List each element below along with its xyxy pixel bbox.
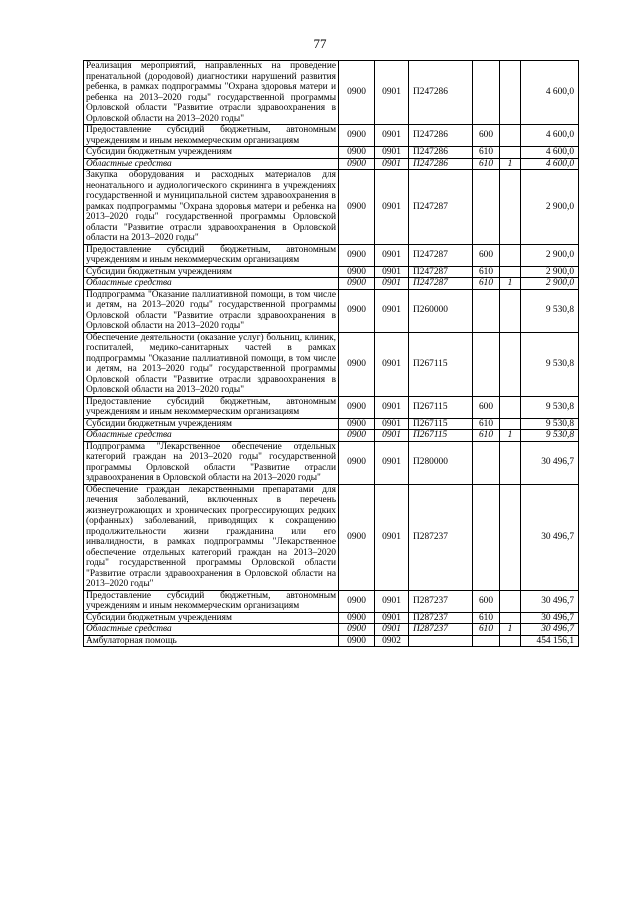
cell-target-article: П287237 [409, 624, 473, 636]
cell-source [500, 61, 521, 125]
cell-name: Областные средства [84, 278, 339, 290]
cell-subsection: 0901 [375, 441, 409, 484]
cell-source [500, 332, 521, 396]
cell-target-article: П287237 [409, 484, 473, 590]
cell-expense-type [473, 61, 500, 125]
cell-amount: 4 600,0 [521, 125, 579, 147]
cell-expense-type [473, 170, 500, 245]
cell-name: Субсидии бюджетным учреждениям [84, 418, 339, 430]
cell-subsection: 0901 [375, 61, 409, 125]
cell-target-article: П247286 [409, 147, 473, 159]
table-row [84, 278, 579, 290]
cell-name: Предоставление субсидий бюджетным, автономным учреждениям и иным некоммерческим организациям [84, 590, 339, 612]
cell-amount: 30 496,7 [521, 484, 579, 590]
cell-amount: 2 900,0 [521, 278, 579, 290]
cell-expense-type: 610 [473, 266, 500, 278]
cell-source [500, 244, 521, 266]
cell-section: 0900 [339, 441, 375, 484]
cell-amount: 30 496,7 [521, 612, 579, 624]
cell-name: Областные средства [84, 624, 339, 636]
cell-name: Областные средства [84, 430, 339, 442]
cell-section: 0900 [339, 635, 375, 647]
cell-subsection: 0901 [375, 244, 409, 266]
table-row [84, 158, 579, 170]
cell-name: Реализация мероприятий, направленных на проведение пренатальной (дородовой) диагностики нарушений развития ребенка, в рамках подпрограммы "Охрана здоровья матери и ребенка на 2013–2020 годы" государственной программы Орловской области "Развитие отрасли здравоохранения в Орловской области на 2013–2020 годы" [84, 61, 339, 125]
cell-subsection: 0901 [375, 158, 409, 170]
cell-section: 0900 [339, 612, 375, 624]
page-number: 77 [313, 36, 327, 51]
cell-name: Субсидии бюджетным учреждениям [84, 147, 339, 159]
cell-name: Субсидии бюджетным учреждениям [84, 612, 339, 624]
cell-section: 0900 [339, 158, 375, 170]
cell-subsection: 0901 [375, 278, 409, 290]
cell-amount: 9 530,8 [521, 430, 579, 442]
table-row [84, 266, 579, 278]
cell-expense-type [473, 289, 500, 332]
cell-amount: 30 496,7 [521, 590, 579, 612]
cell-subsection: 0901 [375, 147, 409, 159]
cell-amount: 4 600,0 [521, 147, 579, 159]
cell-amount: 4 600,0 [521, 61, 579, 125]
budget-table [83, 60, 579, 647]
cell-section: 0900 [339, 624, 375, 636]
cell-amount: 9 530,8 [521, 396, 579, 418]
cell-name: Амбулаторная помощь [84, 635, 339, 647]
cell-section: 0900 [339, 170, 375, 245]
cell-subsection: 0901 [375, 430, 409, 442]
cell-section: 0900 [339, 147, 375, 159]
cell-subsection: 0902 [375, 635, 409, 647]
cell-expense-type: 610 [473, 612, 500, 624]
cell-section: 0900 [339, 590, 375, 612]
cell-name: Закупка оборудования и расходных материалов для неонатального и аудиологического скрининга в учреждениях государственной и муниципальной систем здравоохранения в рамках подпрограммы "Охрана здоровья матери и ребенка на 2013–2020 годы" государственной программы Орловской области "Развитие отрасли здравоохранения в Орловской области на 2013–2020 годы" [84, 170, 339, 245]
cell-amount: 2 900,0 [521, 266, 579, 278]
cell-target-article: П280000 [409, 441, 473, 484]
cell-source [500, 147, 521, 159]
cell-expense-type [473, 332, 500, 396]
cell-name: Обеспечение деятельности (оказание услуг) больниц, клиник, госпиталей, медико-санитарных частей в рамках подпрограммы "Оказание паллиативной помощи, в том числе и детям, на 2013–2020 годы" государственной программы Орловской области "Развитие отрасли здравоохранения в Орловской области на 2013–2020 годы" [84, 332, 339, 396]
cell-expense-type: 600 [473, 125, 500, 147]
cell-target-article: П287237 [409, 590, 473, 612]
cell-target-article: П260000 [409, 289, 473, 332]
cell-section: 0900 [339, 396, 375, 418]
cell-expense-type: 610 [473, 147, 500, 159]
cell-amount: 30 496,7 [521, 441, 579, 484]
cell-source [500, 441, 521, 484]
cell-source [500, 266, 521, 278]
cell-subsection: 0901 [375, 396, 409, 418]
cell-target-article: П247286 [409, 158, 473, 170]
cell-target-article: П247287 [409, 170, 473, 245]
cell-source [500, 484, 521, 590]
table-row [84, 484, 579, 590]
cell-expense-type: 610 [473, 158, 500, 170]
cell-target-article: П247287 [409, 244, 473, 266]
cell-name: Субсидии бюджетным учреждениям [84, 266, 339, 278]
table-row [84, 61, 579, 125]
table-row [84, 624, 579, 636]
cell-section: 0900 [339, 61, 375, 125]
cell-section: 0900 [339, 244, 375, 266]
table-row [84, 418, 579, 430]
cell-expense-type: 600 [473, 244, 500, 266]
cell-source [500, 418, 521, 430]
cell-source: 1 [500, 624, 521, 636]
cell-amount: 2 900,0 [521, 170, 579, 245]
table-row [84, 590, 579, 612]
cell-subsection: 0901 [375, 590, 409, 612]
cell-subsection: 0901 [375, 484, 409, 590]
cell-subsection: 0901 [375, 624, 409, 636]
cell-amount: 9 530,8 [521, 332, 579, 396]
cell-section: 0900 [339, 418, 375, 430]
table-body [84, 61, 579, 647]
table-row [84, 430, 579, 442]
cell-source [500, 289, 521, 332]
cell-name: Подпрограмма "Лекарственное обеспечение отдельных категорий граждан на 2013–2020 годы" государственной программы Орловской области "Развитие отрасли здравоохранения в Орловской области на 2013–2020 годы" [84, 441, 339, 484]
cell-expense-type: 610 [473, 624, 500, 636]
cell-amount: 30 496,7 [521, 624, 579, 636]
cell-target-article: П267115 [409, 418, 473, 430]
cell-source: 1 [500, 278, 521, 290]
cell-subsection: 0901 [375, 289, 409, 332]
table-row [84, 125, 579, 147]
cell-source [500, 635, 521, 647]
table-row [84, 612, 579, 624]
cell-expense-type: 600 [473, 590, 500, 612]
cell-target-article: П287237 [409, 612, 473, 624]
cell-subsection: 0901 [375, 418, 409, 430]
cell-expense-type: 600 [473, 396, 500, 418]
cell-target-article: П247287 [409, 266, 473, 278]
cell-expense-type [473, 484, 500, 590]
cell-section: 0900 [339, 332, 375, 396]
cell-source: 1 [500, 158, 521, 170]
cell-source: 1 [500, 430, 521, 442]
table-row [84, 147, 579, 159]
table-row [84, 635, 579, 647]
cell-name: Предоставление субсидий бюджетным, автономным учреждениям и иным некоммерческим организациям [84, 396, 339, 418]
cell-section: 0900 [339, 125, 375, 147]
table-row [84, 170, 579, 245]
cell-source [500, 590, 521, 612]
cell-source [500, 396, 521, 418]
table-row [84, 244, 579, 266]
cell-expense-type: 610 [473, 418, 500, 430]
cell-expense-type [473, 635, 500, 647]
cell-name: Предоставление субсидий бюджетным, автономным учреждениям и иным некоммерческим организациям [84, 244, 339, 266]
table-row [84, 441, 579, 484]
cell-target-article [409, 635, 473, 647]
cell-subsection: 0901 [375, 266, 409, 278]
cell-amount: 9 530,8 [521, 418, 579, 430]
cell-section: 0900 [339, 289, 375, 332]
cell-section: 0900 [339, 278, 375, 290]
cell-amount: 9 530,8 [521, 289, 579, 332]
cell-expense-type [473, 441, 500, 484]
cell-amount: 454 156,1 [521, 635, 579, 647]
cell-target-article: П267115 [409, 332, 473, 396]
cell-name: Обеспечение граждан лекарственными препаратами для лечения заболеваний, включенных в перечень жизнеугрожающих и хронических прогрессирующих редких (орфанных) заболеваний, приводящих к сокращению продолжительности жизни гражданина или его инвалидности, в рамках подпрограммы "Лекарственное обеспечение отдельных категорий граждан на 2013–2020 годы" государственной программы Орловской области "Развитие отрасли здравоохранения в Орловской области на 2013–2020 годы" [84, 484, 339, 590]
cell-target-article: П267115 [409, 396, 473, 418]
cell-amount: 2 900,0 [521, 244, 579, 266]
cell-target-article: П247286 [409, 125, 473, 147]
cell-expense-type: 610 [473, 430, 500, 442]
cell-subsection: 0901 [375, 170, 409, 245]
cell-source [500, 170, 521, 245]
cell-expense-type: 610 [473, 278, 500, 290]
cell-amount: 4 600,0 [521, 158, 579, 170]
cell-subsection: 0901 [375, 332, 409, 396]
cell-subsection: 0901 [375, 125, 409, 147]
cell-source [500, 125, 521, 147]
cell-subsection: 0901 [375, 612, 409, 624]
cell-section: 0900 [339, 484, 375, 590]
cell-name: Предоставление субсидий бюджетным, автономным учреждениям и иным некоммерческим организациям [84, 125, 339, 147]
cell-section: 0900 [339, 430, 375, 442]
table-row [84, 396, 579, 418]
cell-section: 0900 [339, 266, 375, 278]
cell-source [500, 612, 521, 624]
cell-target-article: П267115 [409, 430, 473, 442]
table-row [84, 332, 579, 396]
table-row [84, 289, 579, 332]
cell-name: Подпрограмма "Оказание паллиативной помощи, в том числе и детям, на 2013–2020 годы" государственной программы Орловской области "Развитие отрасли здравоохранения в Орловской области на 2013–2020 годы" [84, 289, 339, 332]
cell-target-article: П247287 [409, 278, 473, 290]
cell-name: Областные средства [84, 158, 339, 170]
cell-target-article: П247286 [409, 61, 473, 125]
